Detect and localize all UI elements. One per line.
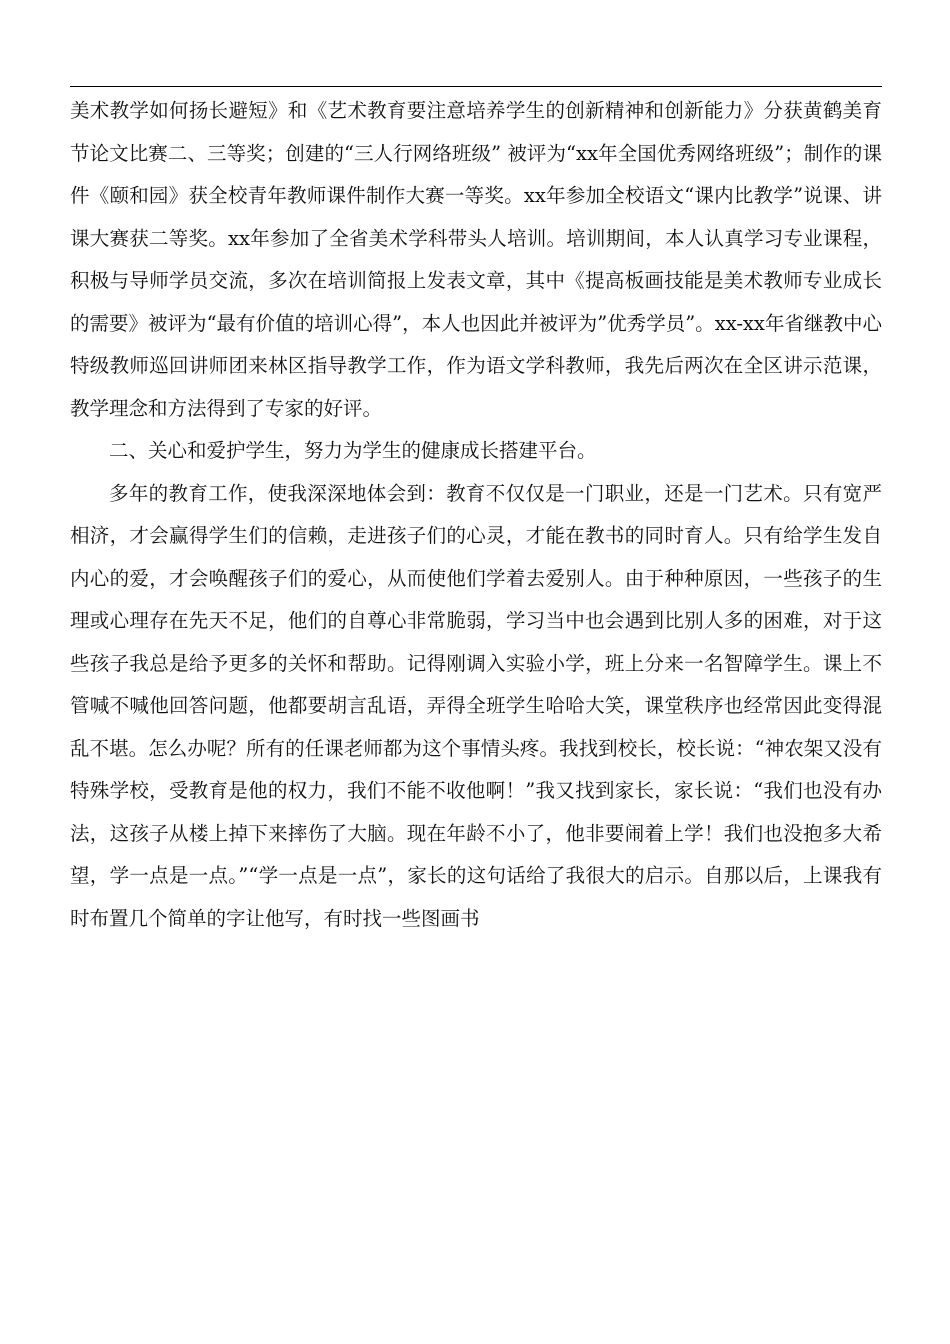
paragraph-teaching-experience: 多年的教育工作，使我深深地体会到：教育不仅仅是一门职业，还是一门艺术。只有宽严相济，才会赢得学生们的信赖，走进孩子们的心灵，才能在教书的同时育人。只有给学生发自内心的爱，才会唤醒孩子们的爱心，从而使他们学着去爱别人。由于种种原因，一些孩子的生理或心理存在先天不足，他们的自尊心非常脆弱，学习当中也会遇到比别人多的困难，对于这些孩子我总是给予更多的关怀和帮助。记得刚调入实验小学，班上分来一名智障学生。课上不管喊不喊他回答问题，他都要胡言乱语，弄得全班学生哈哈大笑，课堂秩序也经常因此变得混乱不堪。怎么办呢？所有的任课老师都为这个事情头疼。我找到校长，校长说：“神农架又没有特殊学校，受教育是他的权力，我们不能不收他啊！”我又找到家长，家长说：“我们也没有办法，这孩子从楼上掉下来摔伤了大脑。现在年龄不小了，他非要闹着上学！我们也没抱多大希望，学一点是一点。”“学一点是一点”，家长的这句话给了我很大的启示。自那以后，上课我有时布置几个简单的字让他写，有时找一些图画书 (70, 481, 882, 930)
paragraph-awards: 美术教学如何扬长避短》和《艺术教育要注意培养学生的创新精神和创新能力》分获黄鹤美育节论文比赛二、三等奖；创建的“三人行网络班级” 被评为“xx年全国优秀网络班级”；制作的课件《颐和园》获全校青年教师课件制作大赛一等奖。xx年参加全校语文“课内比教学”说课、讲课大赛获二等奖。xx年参加了全省美术学科带头人培训。培训期间，本人认真学习专业课程，积极与导师学员交流，多次在培训简报上发表文章，其中《提高板画技能是美术教师专业成长的需要》被评为“最有价值的培训心得”，本人也因此并被评为”优秀学员”。xx-xx年省继教中心特级教师巡回讲师团来林区指导教学工作，作为语文学科教师，我先后两次在全区讲示范课，教学理念和方法得到了专家的好评。 (70, 99, 882, 420)
document-body (70, 90, 882, 940)
section-heading-care-for-students: 二、关心和爱护学生，努力为学生的健康成长搭建平台。 (109, 439, 597, 462)
header-rule (70, 86, 882, 87)
